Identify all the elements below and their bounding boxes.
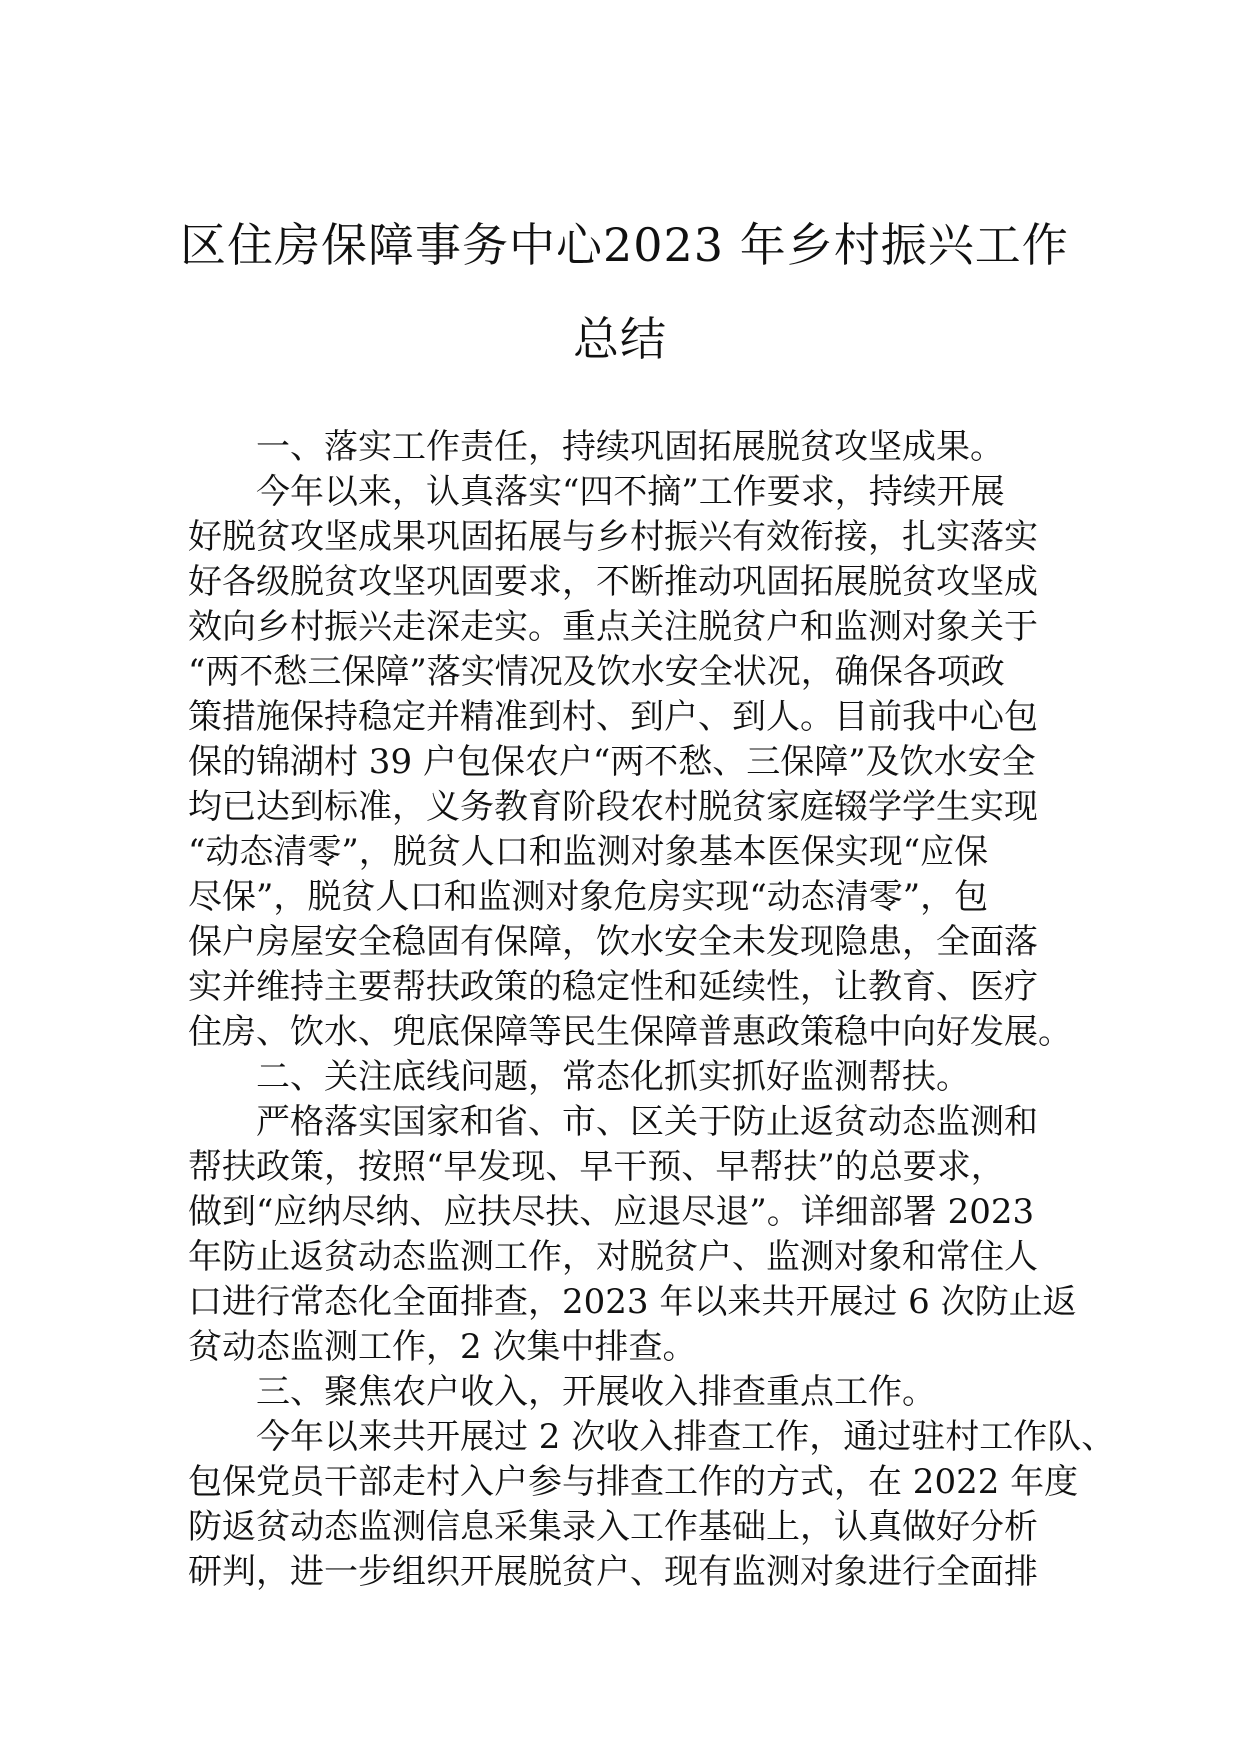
paragraph-line: 今年以来，认真落实“四不摘”工作要求，持续开展 (256, 472, 1005, 512)
paragraph-line: 策措施保持稳定并精准到村、到户、到人。目前我中心包 (188, 697, 1038, 737)
paragraph-line: 好各级脱贫攻坚巩固要求，不断推动巩固拓展脱贫攻坚成 (188, 562, 1038, 602)
paragraph-line: 研判，进一步组织开展脱贫户、现有监测对象进行全面排 (188, 1552, 1038, 1592)
paragraph-line: 均已达到标准，义务教育阶段农村脱贫家庭辍学学生实现 (188, 787, 1038, 827)
document-title-line-2: 总结 (573, 312, 667, 366)
paragraph-line: 实并维持主要帮扶政策的稳定性和延续性，让教育、医疗 (188, 967, 1038, 1007)
paragraph-line: 保户房屋安全稳固有保障，饮水安全未发现隐患，全面落 (188, 922, 1038, 962)
paragraph-line: 包保党员干部走村入户参与排查工作的方式，在 2022 年度 (188, 1462, 1079, 1502)
paragraph-line: “动态清零”，脱贫人口和监测对象基本医保实现“应保 (188, 832, 989, 872)
paragraph-line: 口进行常态化全面排查，2023 年以来共开展过 6 次防止返 (188, 1282, 1077, 1322)
paragraph-line: 效向乡村振兴走深走实。重点关注脱贫户和监测对象关于 (188, 607, 1038, 647)
paragraph-line: 保的锦湖村 39 户包保农户“两不愁、三保障”及饮水安全 (188, 742, 1036, 782)
paragraph-line: 年防止返贫动态监测工作，对脱贫户、监测对象和常住人 (188, 1237, 1038, 1277)
document-body (188, 425, 1116, 1595)
paragraph-line: 帮扶政策，按照“早发现、早干预、早帮扶”的总要求， (188, 1147, 1005, 1187)
paragraph-line: 贫动态监测工作，2 次集中排查。 (188, 1327, 697, 1367)
paragraph-line: 严格落实国家和省、市、区关于防止返贫动态监测和 (256, 1102, 1038, 1142)
paragraph-line: 尽保”，脱贫人口和监测对象危房实现“动态清零”，包 (188, 877, 989, 917)
paragraph-line: 做到“应纳尽纳、应扶尽扶、应退尽退”。详细部署 2023 (188, 1192, 1035, 1232)
section-heading-1: 一、落实工作责任，持续巩固拓展脱贫攻坚成果。 (256, 427, 1004, 467)
paragraph-line: “两不愁三保障”落实情况及饮水安全状况，确保各项政 (188, 652, 1005, 692)
paragraph-line: 今年以来共开展过 2 次收入排查工作，通过驻村工作队、 (256, 1417, 1116, 1457)
paragraph-line: 防返贫动态监测信息采集录入工作基础上，认真做好分析 (188, 1507, 1038, 1547)
document-title-line-1: 区住房保障事务中心2023 年乡村振兴工作 (180, 218, 1069, 272)
paragraph-line: 好脱贫攻坚成果巩固拓展与乡村振兴有效衔接，扎实落实 (188, 517, 1038, 557)
paragraph-line: 住房、饮水、兜底保障等民生保障普惠政策稳中向好发展。 (188, 1012, 1072, 1052)
section-heading-2: 二、关注底线问题，常态化抓实抓好监测帮扶。 (256, 1057, 970, 1097)
section-heading-3: 三、聚焦农户收入，开展收入排查重点工作。 (256, 1372, 936, 1412)
